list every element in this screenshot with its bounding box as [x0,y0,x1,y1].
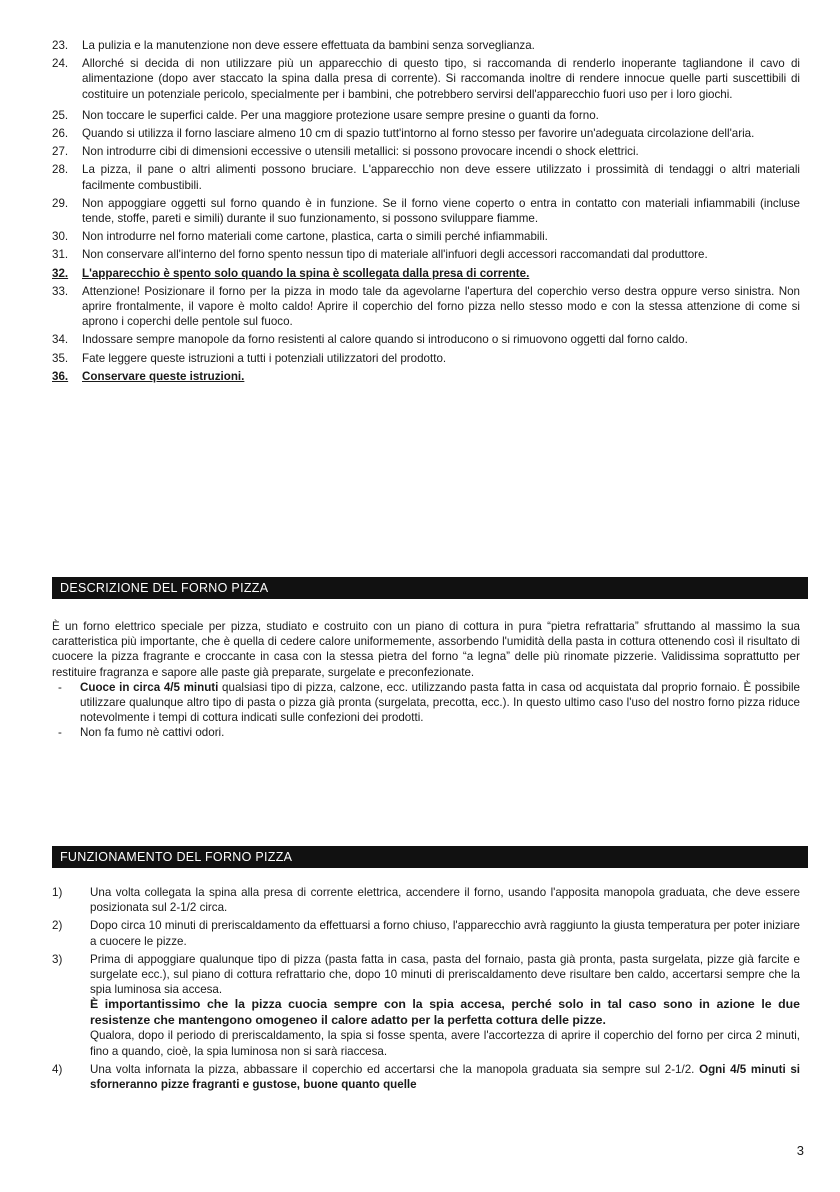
description-section [52,619,800,741]
list-item: 26. Quando si utilizza il forno lasciare almeno 10 cm di spazio tutt'intorno al forno stesso per favorire un'adeguata circolazione dell'aria. [52,127,755,141]
section-heading-operation: FUNZIONAMENTO DEL FORNO PIZZA [52,846,808,868]
step-item: 3) Prima di appoggiare qualunque tipo di pizza (pasta fatta in casa, pasta del fornaio, pasta già pronta, pasta surgelata, pizze già farcite e surgelate ecc.), sul piano di cottura refrattario che, dopo 10 minuti di preriscaldamento deve risultare ben caldo, accertarsi sempre che la spia luminosa sia accesa. È importantissimo che la pizza cuocia sempre con la spia accesa, perché solo in tal caso sono in azione le due resistenze che mantengono omogeneo il calore adatto per la perfetta cottura delle pizze. Qualora, dopo il periodo di preriscaldamento, la spia si fosse spenta, avere l'accortezza di aprire il coperchio del forno per circa 2 minuti, fino a quando, cioè, la spia luminosa non si sarà riaccesa. [52,952,800,1058]
list-item: 29. Non appoggiare oggetti sul forno quando è in funzione. Se il forno viene coperto o entra in contatto con materiali infiammabili (incluse tende, stoffe, pareti e simili) durante il suo funzionamento, si possono sviluppare fiamme. [52,196,800,226]
list-item: 33. Attenzione! Posizionare il forno per la pizza in modo tale da agevolarne l'apertura del coperchio verso destra oppure verso sinistra. Non aprire frontalmente, il vapore è molto caldo! Aprire il coperchio del forno pizza nello stesso modo e con la stessa attenzione di come si aprono i coperchi delle pentole sul fuoco. [52,284,800,329]
step-item: 4) Una volta infornata la pizza, abbassare il coperchio ed accertarsi che la manopola graduata sia sempre sul 2-1/2. Ogni 4/5 minuti si sforneranno pizze fragranti e gustose, buone quanto quelle [52,1062,800,1092]
description-paragraph: È un forno elettrico speciale per pizza, studiato e costruito con un piano di cottura in pura “pietra refrattaria” sfruttando al massimo la sua caratteristica più importante, che è quella di cedere calore uniformemente, assorbendo l'umidità della pasta in cottura ottenendo così il risultato di cuocere la pizza fragrante e croccante in casa con la stessa pietra del forno “a legna” delle più rinomate pizzerie. Validissima soprattutto per restituire fragranza e sapore alle paste già preparate, surgelate e preconfezionate. [52,620,800,679]
step-item: 2) Dopo circa 10 minuti di preriscaldamento da effettuarsi a forno chiuso, l'apparecchio avrà raggiunto la giusta temperatura per poter iniziare a cuocere le pizze. [52,919,800,948]
list-item: 34. Indossare sempre manopole da forno resistenti al calore quando si introducono o si rimuovono oggetti dal forno caldo. [52,333,688,347]
list-item-keep-instructions: 36. Conservare queste istruzioni. [52,369,245,383]
bullet-dash: - [58,680,62,694]
operation-steps [52,885,800,1095]
list-item: 30. Non introdurre nel forno materiali come cartone, plastica, carta o simili perché infiammabili. [52,230,548,244]
list-item: 25. Non toccare le superfici calde. Per una maggiore protezione usare sempre presine o guanti da forno. [52,108,599,122]
list-item: 27. Non introdurre cibi di dimensioni eccessive o utensili metallici: si possono provocare incendi o shock elettrici. [52,145,639,159]
cooking-time-emphasis: Cuoce in circa 4/5 minuti [80,680,219,694]
list-item: 24. Allorché si decida di non utilizzare più un apparecchio di questo tipo, si raccomanda di renderlo inoperante tagliandone il cavo di alimentazione (dopo aver staccato la spina dalla presa di corrente). Si raccomanda inoltre di rendere innocue quelle parti suscettibili di costituire un potenziale pericolo, specialmente per i bambini, che potrebbero servirsi dell'apparecchio fuori uso per i loro giochi. [52,57,800,101]
step-item: 1) Una volta collegata la spina alla presa di corrente elettrica, accendere il forno, usando l'apposita manopola graduata, che deve essere posizionata sul 2-1/2 circa. [52,886,800,915]
list-item: - Cuoce in circa 4/5 minuti qualsiasi tipo di pizza, calzone, ecc. utilizzando pasta fatta in casa od acquistata dal proprio fornaio. È possibile utilizzare qualunque altro tipo di pasta o pizza già pronta (surgelata, precotta, ecc.). In questo ultimo caso l'uso del nostro forno pizza riduce notevolmente i tempi di cottura indicati sulle confezioni dei prodotti. [52,680,800,726]
list-item: 28. La pizza, il pane o altri alimenti possono bruciare. L'apparecchio non deve essere utilizzato i prossimità di tendaggi o altri materiali facilmente combustibili. [52,163,800,192]
section-heading-description: DESCRIZIONE DEL FORNO PIZZA [52,577,808,599]
important-notice: È importantissimo che la pizza cuocia sempre con la spia accesa, perché solo in tal caso sono in azione le due resistenze che mantengono omogeneo il calore adatto per la perfetta cottura delle pizze. [90,997,800,1027]
list-item: - Non fa fumo nè cattivi odori. [52,725,800,740]
bullet-dash: - [58,726,62,740]
list-item-warning: 32. L'apparecchio è spento solo quando la spina è scollegata dalla presa di corrente. [52,266,530,280]
list-item: 23. La pulizia e la manutenzione non deve essere effettuata da bambini senza sorveglianza. [52,39,535,52]
list-item: 31. Non conservare all'interno del forno spento nessun tipo di materiale all'infuori degli accessori raccomandati dal produttore. [52,248,708,262]
list-item: 35. Fate leggere queste istruzioni a tutti i potenziali utilizzatori del prodotto. [52,351,447,365]
page-number: 3 [796,1143,804,1158]
safety-list [52,38,800,387]
